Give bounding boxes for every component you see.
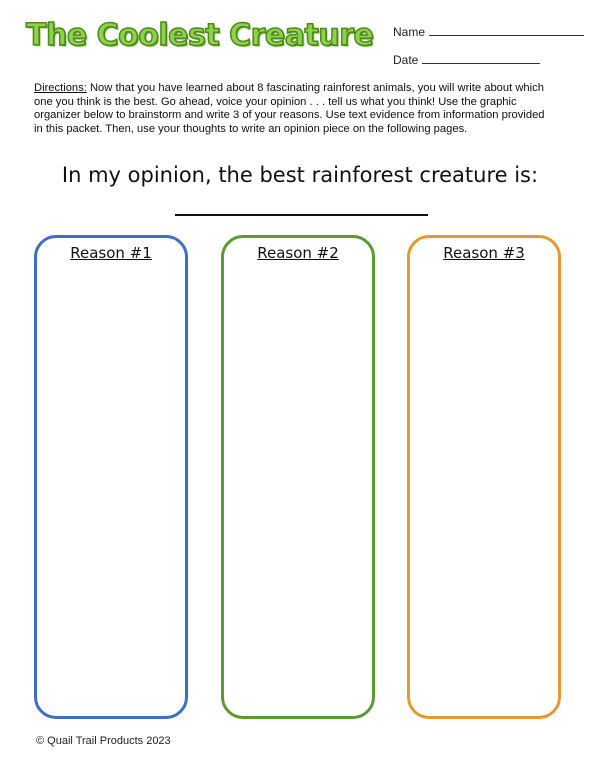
directions-paragraph [34,82,554,136]
date-blank-line[interactable] [422,62,540,64]
name-blank-line[interactable] [429,34,584,36]
directions-lead: Directions: [34,82,87,94]
name-label: Name [393,25,426,39]
reason-label-3: Reason #3 [443,244,525,262]
opinion-prompt: In my opinion, the best rainforest creature is: [61,163,539,187]
opinion-answer-line[interactable] [175,214,428,216]
reason-label-1: Reason #1 [70,244,152,262]
reason-box-3[interactable] [407,235,561,719]
name-field[interactable] [393,25,584,39]
date-label: Date [393,53,419,67]
directions-text: Now that you have learned about 8 fascinating rainforest animals, you will write about which one you think is the best. Go ahead, voice your opinion . . . tell us what you think! Use the graphic organizer below to brainstorm and write 3 of your reasons. Use text evidence from information provided in this packet. Then, use your thoughts to write an opinion piece on the following pages. [34,82,545,135]
reason-label-2: Reason #2 [257,244,339,262]
reason-box-1[interactable] [34,235,188,719]
reason-box-2[interactable] [221,235,375,719]
date-field[interactable] [393,53,540,67]
copyright-footer: © Quail Trail Products 2023 [36,735,171,747]
page-title: The Coolest Creature [26,18,374,53]
